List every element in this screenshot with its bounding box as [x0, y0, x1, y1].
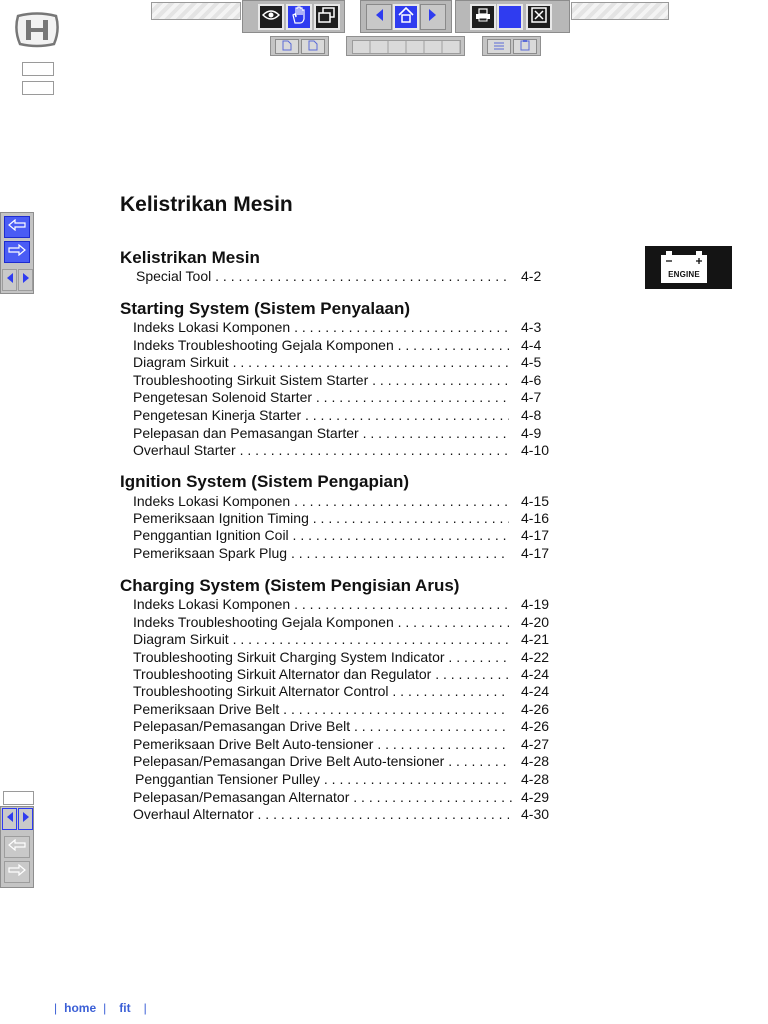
toc-entry[interactable]: Overhaul Starter . . . 4-10: [133, 442, 553, 459]
toc-entry[interactable]: Troubleshooting Sirkuit Charging System Indicator . . . 4-22: [133, 649, 553, 666]
footer-separator: |: [143, 1001, 147, 1015]
toc-entry[interactable]: Troubleshooting Sirkuit Alternator Control . . . 4-24: [133, 683, 553, 700]
print-button[interactable]: [470, 4, 496, 30]
toc-entry[interactable]: Pelepasan/Pemasangan Alternator . . . 4-29: [133, 789, 553, 806]
toolbar-strip-left: [151, 2, 241, 20]
toc-entry[interactable]: Penggantian Tensioner Pulley . . . 4-28: [135, 771, 555, 788]
arrow-left-icon: [374, 8, 384, 27]
toc-entry[interactable]: Indeks Troubleshooting Gejala Komponen . . . 4-20: [133, 614, 553, 631]
toc-entry[interactable]: Troubleshooting Sirkuit Alternator dan Regulator . . . 4-24: [133, 666, 553, 683]
footer-links: [54, 1001, 154, 1015]
triangle-right-icon: [22, 271, 30, 289]
next-page-button[interactable]: [4, 241, 30, 263]
section-heading: Kelistrikan Mesin: [120, 248, 260, 267]
lower-scroll-right-button[interactable]: [18, 808, 33, 830]
toc-entry[interactable]: Pengetesan Solenoid Starter . . . 4-7: [133, 389, 553, 406]
section-heading: Ignition System (Sistem Pengapian): [120, 472, 410, 491]
toc-entry[interactable]: Indeks Troubleshooting Gejala Komponen . . . 4-4: [133, 337, 553, 354]
side-nav-lower: [0, 806, 34, 888]
windows-icon: [318, 7, 336, 28]
scroll-left-button[interactable]: [2, 269, 17, 291]
page-strip[interactable]: [352, 40, 461, 54]
small-field-1[interactable]: [22, 62, 54, 76]
navigation-tool-group: [360, 0, 452, 33]
page-icon: [308, 38, 318, 56]
lower-scroll-left-button[interactable]: [2, 808, 17, 830]
lower-previous-button[interactable]: [4, 836, 30, 858]
list-icon: [493, 38, 505, 56]
footer-separator: |: [103, 1001, 107, 1015]
page-strip-group: [346, 36, 465, 56]
toc-entry[interactable]: Diagram Sirkuit . . . 4-21: [133, 631, 553, 648]
page-title: Kelistrikan Mesin: [120, 193, 293, 216]
engine-badge-label: ENGINE: [668, 270, 700, 279]
home-button[interactable]: [393, 4, 419, 30]
side-nav-upper: [0, 212, 34, 294]
print-icon: [475, 8, 491, 27]
toc-entry[interactable]: Indeks Lokasi Komponen . . . 4-3: [133, 319, 553, 336]
arrow-left-outline-icon: [8, 838, 26, 856]
page-tool-group: [270, 36, 329, 56]
footer-separator: |: [54, 1001, 58, 1015]
toc-entry[interactable]: Indeks Lokasi Komponen . . . 4-15: [133, 493, 553, 510]
fit-link[interactable]: fit: [119, 1001, 131, 1015]
lower-next-button[interactable]: [4, 861, 30, 883]
previous-page-button[interactable]: [4, 216, 30, 238]
close-icon: [531, 7, 547, 28]
view-button[interactable]: [258, 4, 284, 30]
triangle-right-icon: [22, 810, 30, 828]
page-number-field[interactable]: [3, 791, 34, 805]
toc-entry[interactable]: Pemeriksaan Drive Belt . . . 4-26: [133, 701, 553, 718]
view-tool-group: [242, 0, 345, 33]
toc-entry[interactable]: Troubleshooting Sirkuit Sistem Starter . . . 4-6: [133, 372, 553, 389]
toc-entry[interactable]: Penggantian Ignition Coil . . . 4-17: [133, 527, 553, 544]
triangle-left-icon: [6, 271, 14, 289]
back-button[interactable]: [366, 4, 392, 30]
small-field-2[interactable]: [22, 81, 54, 95]
toc-entry[interactable]: Indeks Lokasi Komponen . . . 4-19: [133, 596, 553, 613]
blank-tool-button[interactable]: [497, 4, 523, 30]
toc-entry[interactable]: Diagram Sirkuit . . . 4-5: [133, 354, 553, 371]
window-button[interactable]: [314, 4, 340, 30]
close-button[interactable]: [526, 4, 552, 30]
page-icon: [282, 38, 292, 56]
section-heading: Charging System (Sistem Pengisian Arus): [120, 576, 460, 595]
section-heading: Starting System (Sistem Penyalaan): [120, 299, 411, 318]
clipboard-icon: [520, 38, 530, 56]
home-link[interactable]: home: [64, 1001, 97, 1015]
eye-icon: [262, 8, 280, 26]
hand-tool-button[interactable]: [286, 4, 312, 30]
home-icon: [397, 6, 415, 29]
list-button[interactable]: [487, 39, 511, 54]
toc-entry[interactable]: Pemeriksaan Ignition Timing . . . 4-16: [133, 510, 553, 527]
toc-entry[interactable]: Pelepasan dan Pemasangan Starter . . . 4-9: [133, 425, 553, 442]
page-button-1[interactable]: [275, 39, 299, 54]
hand-icon: [291, 6, 307, 29]
arrow-left-outline-icon: [8, 218, 26, 236]
page-button-2[interactable]: [301, 39, 325, 54]
forward-button[interactable]: [420, 4, 446, 30]
clipboard-button[interactable]: [513, 39, 537, 54]
arrow-right-icon: [428, 8, 438, 27]
toc-entry[interactable]: Pemeriksaan Spark Plug . . . 4-17: [133, 545, 553, 562]
toc-entry[interactable]: Overhaul Alternator . . . 4-30: [133, 806, 553, 823]
honda-logo: [12, 10, 62, 50]
toc-entry[interactable]: Pelepasan/Pemasangan Drive Belt . . . 4-26: [133, 718, 553, 735]
toc-entry[interactable]: Special Tool . . . 4-2: [136, 268, 556, 285]
scroll-right-button[interactable]: [18, 269, 33, 291]
toc-entry[interactable]: Pemeriksaan Drive Belt Auto-tensioner . . . 4-27: [133, 736, 553, 753]
output-tool-group: [455, 0, 570, 33]
toc-entry[interactable]: Pengetesan Kinerja Starter . . . 4-8: [133, 407, 553, 424]
arrow-right-outline-icon: [8, 243, 26, 261]
triangle-left-icon: [6, 810, 14, 828]
engine-badge: [645, 246, 732, 289]
doc-tool-group: [482, 36, 541, 56]
toc-entry[interactable]: Pelepasan/Pemasangan Drive Belt Auto-tensioner . . . 4-28: [133, 753, 553, 770]
toolbar-strip-right: [571, 2, 669, 20]
arrow-right-outline-icon: [8, 863, 26, 881]
